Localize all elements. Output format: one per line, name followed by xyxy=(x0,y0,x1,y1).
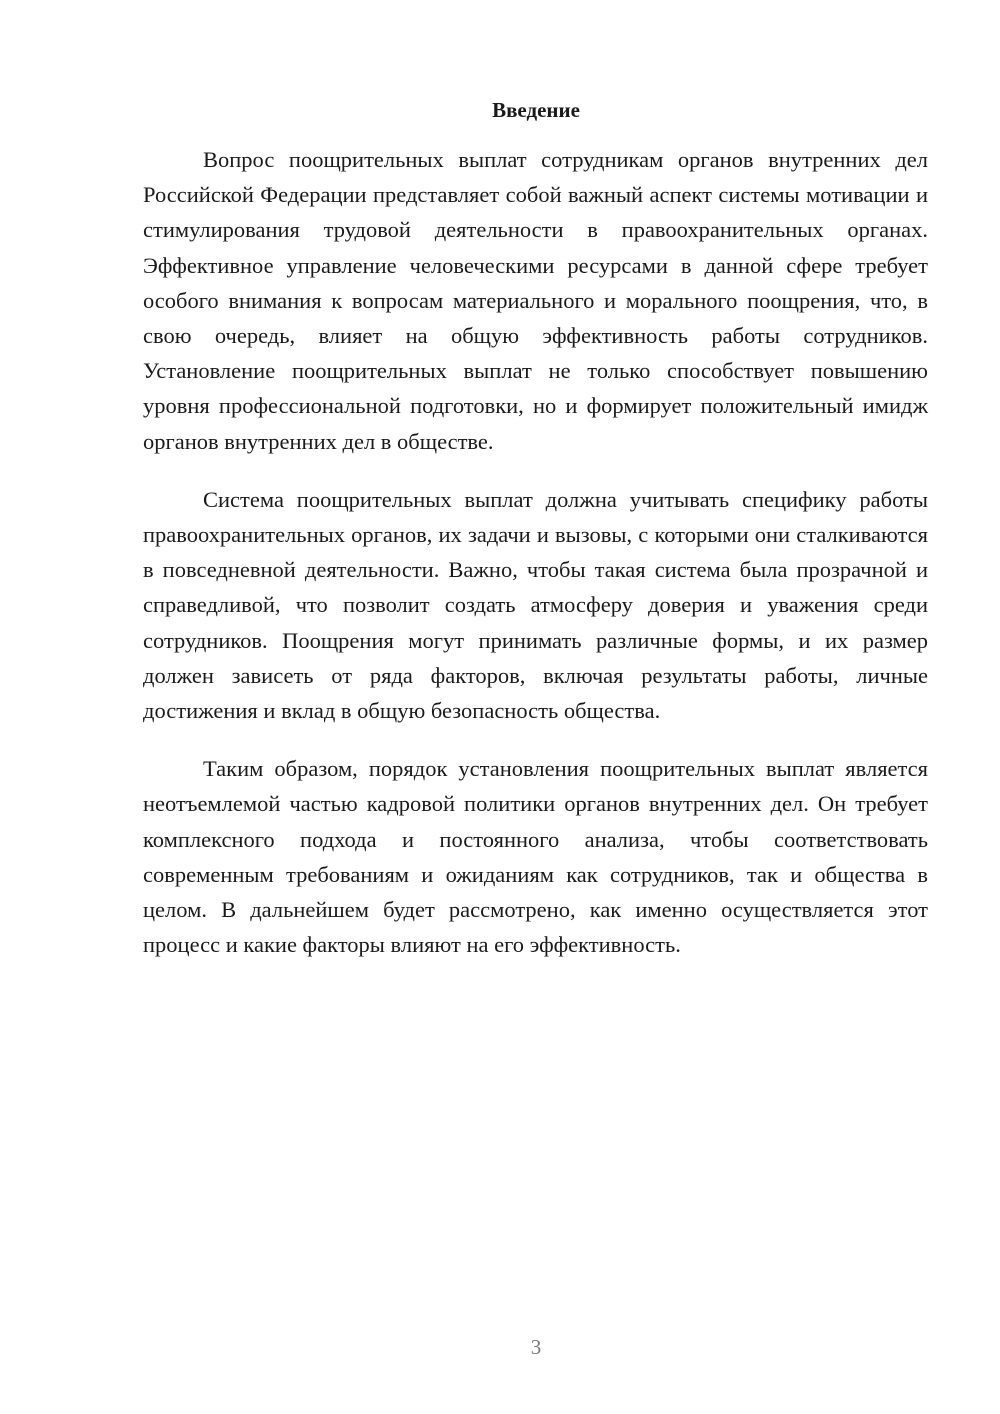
paragraph-1: Вопрос поощрительных выплат сотрудникам органов внутренних дел Российской Федерации представляет собой важный аспект системы мотивации и стимулирования трудовой деятельности в правоохранительных органах. Эффективное управление человеческими ресурсами в данной сфере требует особого внимания к вопросам материального и морального поощрения, что, в свою очередь, влияет на общую эффективность работы сотрудников. Установление поощрительных выплат не только способствует повышению уровня профессиональной подготовки, но и формирует положительный имидж органов внутренних дел в обществе. xyxy=(143,147,928,454)
paragraph-3: Таким образом, порядок установления поощрительных выплат является неотъемлемой частью кадровой политики органов внутренних дел. Он требует комплексного подхода и постоянного анализа, чтобы соответствовать современным требованиям и ожиданиям как сотрудников, так и общества в целом. В дальнейшем будет рассмотрено, как именно осуществляется этот процесс и какие факторы влияют на его эффективность. xyxy=(143,756,928,958)
paragraph-2: Система поощрительных выплат должна учитывать специфику работы правоохранительных органов, их задачи и вызовы, с которыми они сталкиваются в повседневной деятельности. Важно, чтобы такая система была прозрачной и справедливой, что позволит создать атмосферу доверия и уважения среди сотрудников. Поощрения могут принимать различные формы, и их размер должен зависеть от ряда факторов, включая результаты работы, личные достижения и вклад в общую безопасность общества. xyxy=(143,486,928,724)
body-text xyxy=(143,142,928,962)
page-number: 3 xyxy=(530,1335,542,1359)
section-heading: Введение xyxy=(492,98,580,122)
